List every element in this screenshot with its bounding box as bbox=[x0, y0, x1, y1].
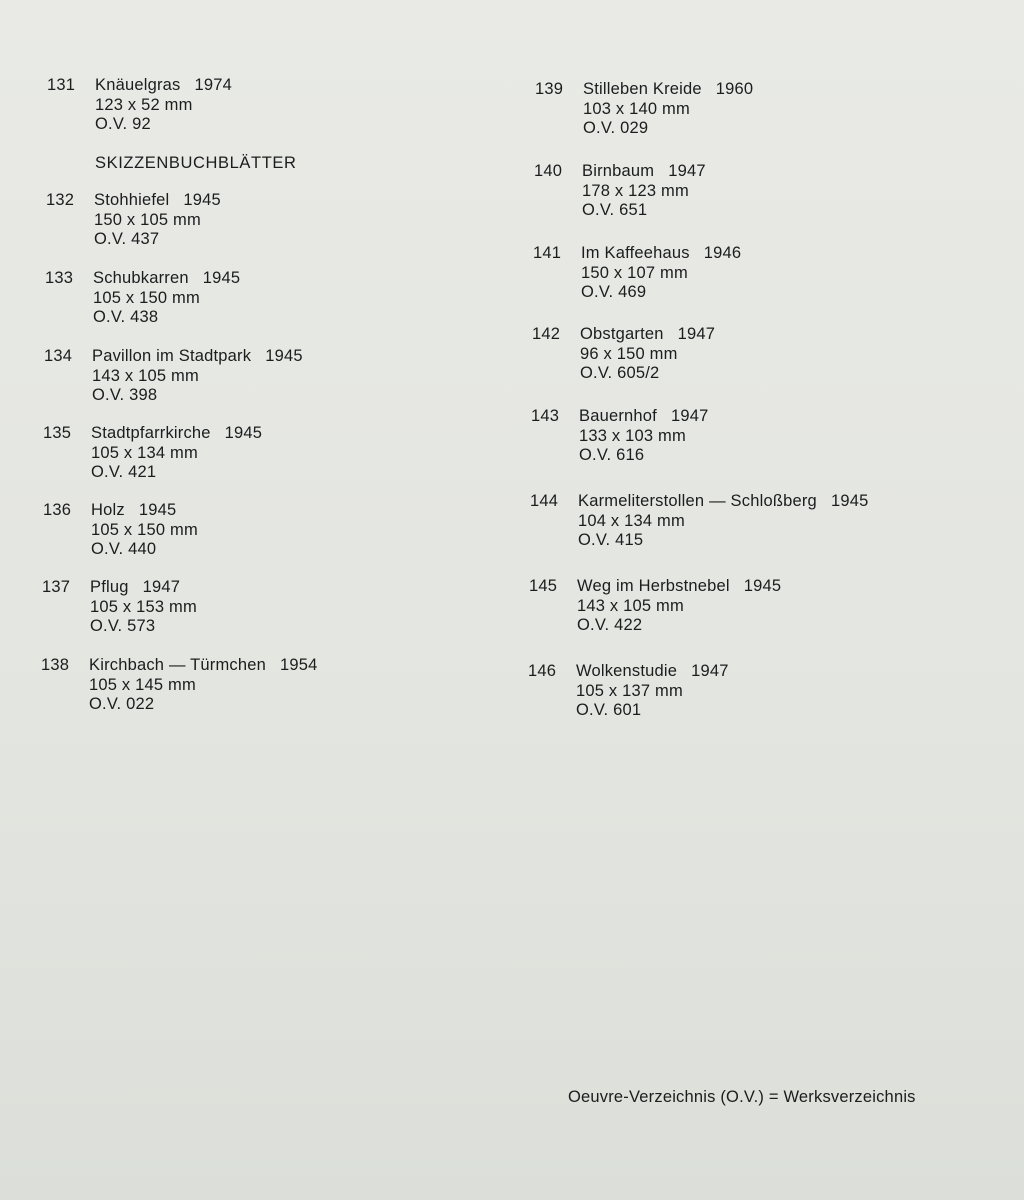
section-heading: SKIZZENBUCHBLÄTTER bbox=[95, 154, 297, 172]
entry-year: 1947 bbox=[670, 407, 709, 425]
entry-ov: O.V. 469 bbox=[581, 283, 647, 301]
entry-title: Karmeliterstollen — Schloßberg bbox=[578, 492, 817, 510]
entry-size: 105 x 153 mm bbox=[90, 597, 197, 616]
entry-year: 1945 bbox=[138, 501, 177, 519]
entry-title: Birnbaum bbox=[582, 162, 655, 180]
entry-year: 1947 bbox=[142, 578, 181, 596]
entry-size: 143 x 105 mm bbox=[92, 366, 199, 385]
entry-number: 142 bbox=[532, 325, 561, 343]
entry-ov: O.V. 437 bbox=[94, 230, 160, 248]
entry-number: 139 bbox=[535, 80, 564, 98]
entry-size: 104 x 134 mm bbox=[578, 511, 685, 530]
entry-ov: O.V. 440 bbox=[91, 540, 157, 558]
entry-title: Weg im Herbstnebel bbox=[577, 577, 730, 595]
entry-year: 1960 bbox=[715, 80, 754, 98]
entry-title: Im Kaffeehaus bbox=[581, 244, 690, 262]
entry-size: 143 x 105 mm bbox=[577, 596, 684, 615]
entry-number: 136 bbox=[43, 501, 72, 519]
entry-number: 132 bbox=[46, 191, 75, 209]
entry-year: 1945 bbox=[202, 269, 241, 287]
entry-number: 146 bbox=[528, 662, 557, 680]
entry-ov: O.V. 92 bbox=[95, 115, 151, 133]
entry-number: 134 bbox=[44, 347, 73, 365]
entry-size: 133 x 103 mm bbox=[579, 426, 686, 445]
entry-ov: O.V. 616 bbox=[579, 446, 645, 464]
entry-size: 150 x 107 mm bbox=[581, 263, 688, 282]
entry-size: 105 x 150 mm bbox=[93, 288, 200, 307]
footer-note: Oeuvre-Verzeichnis (O.V.) = Werksverzeichnis bbox=[568, 1088, 916, 1106]
entry-ov: O.V. 651 bbox=[582, 201, 648, 219]
entry-year: 1947 bbox=[691, 662, 729, 680]
entry-title: Pavillon im Stadtpark bbox=[92, 347, 252, 365]
entry-ov: O.V. 022 bbox=[89, 695, 155, 713]
entry-number: 140 bbox=[534, 162, 563, 180]
entry-size: 105 x 137 mm bbox=[576, 681, 683, 700]
entry-ov: O.V. 605/2 bbox=[580, 364, 660, 382]
entry-number: 145 bbox=[529, 577, 558, 595]
entry-title: Stadtpfarrkirche bbox=[91, 424, 211, 442]
entry-size: 105 x 150 mm bbox=[91, 520, 198, 539]
entry-number: 131 bbox=[47, 76, 76, 94]
entry-title: Knäuelgras bbox=[95, 76, 181, 94]
entry-title: Stilleben Kreide bbox=[583, 80, 702, 98]
entry-year: 1945 bbox=[183, 191, 221, 209]
entry-title: Kirchbach — Türmchen bbox=[89, 656, 267, 674]
entry-number: 138 bbox=[41, 656, 70, 674]
entry-ov: O.V. 573 bbox=[90, 617, 156, 635]
entry-title: Stohhiefel bbox=[94, 191, 170, 209]
entry-title: Bauernhof bbox=[579, 407, 657, 425]
entry-ov: O.V. 398 bbox=[92, 386, 158, 404]
entry-number: 137 bbox=[42, 578, 71, 596]
entry-year: 1946 bbox=[703, 244, 742, 262]
entry-number: 141 bbox=[533, 244, 562, 262]
entry-size: 96 x 150 mm bbox=[580, 344, 678, 363]
entry-ov: O.V. 421 bbox=[91, 463, 157, 481]
entry-ov: O.V. 415 bbox=[578, 531, 644, 549]
entry-ov: O.V. 438 bbox=[93, 308, 159, 326]
entry-ov: O.V. 029 bbox=[583, 119, 649, 137]
entry-year: 1945 bbox=[265, 347, 303, 365]
entry-size: 150 x 105 mm bbox=[94, 210, 201, 229]
entry-number: 143 bbox=[531, 407, 560, 425]
entry-year: 1945 bbox=[224, 424, 263, 442]
entry-title: Schubkarren bbox=[93, 269, 189, 287]
entry-year: 1945 bbox=[743, 577, 782, 595]
entry-title: Wolkenstudie bbox=[576, 662, 678, 680]
entry-year: 1945 bbox=[830, 492, 869, 510]
entry-size: 105 x 134 mm bbox=[91, 443, 198, 462]
entry-number: 144 bbox=[530, 492, 559, 510]
entry-number: 135 bbox=[43, 424, 72, 442]
entry-year: 1954 bbox=[280, 656, 318, 674]
entry-size: 178 x 123 mm bbox=[582, 181, 689, 200]
entry-year: 1974 bbox=[194, 76, 232, 94]
entry-size: 123 x 52 mm bbox=[95, 95, 193, 114]
entry-ov: O.V. 422 bbox=[577, 616, 643, 634]
entry-year: 1947 bbox=[677, 325, 716, 343]
entry-size: 105 x 145 mm bbox=[89, 675, 196, 694]
entry-number: 133 bbox=[45, 269, 74, 287]
entry-size: 103 x 140 mm bbox=[583, 99, 690, 118]
entry-ov: O.V. 601 bbox=[576, 701, 642, 719]
entry-title: Holz bbox=[91, 501, 125, 519]
entry-year: 1947 bbox=[668, 162, 706, 180]
entry-title: Obstgarten bbox=[580, 325, 664, 343]
entry-title: Pflug bbox=[90, 578, 129, 596]
